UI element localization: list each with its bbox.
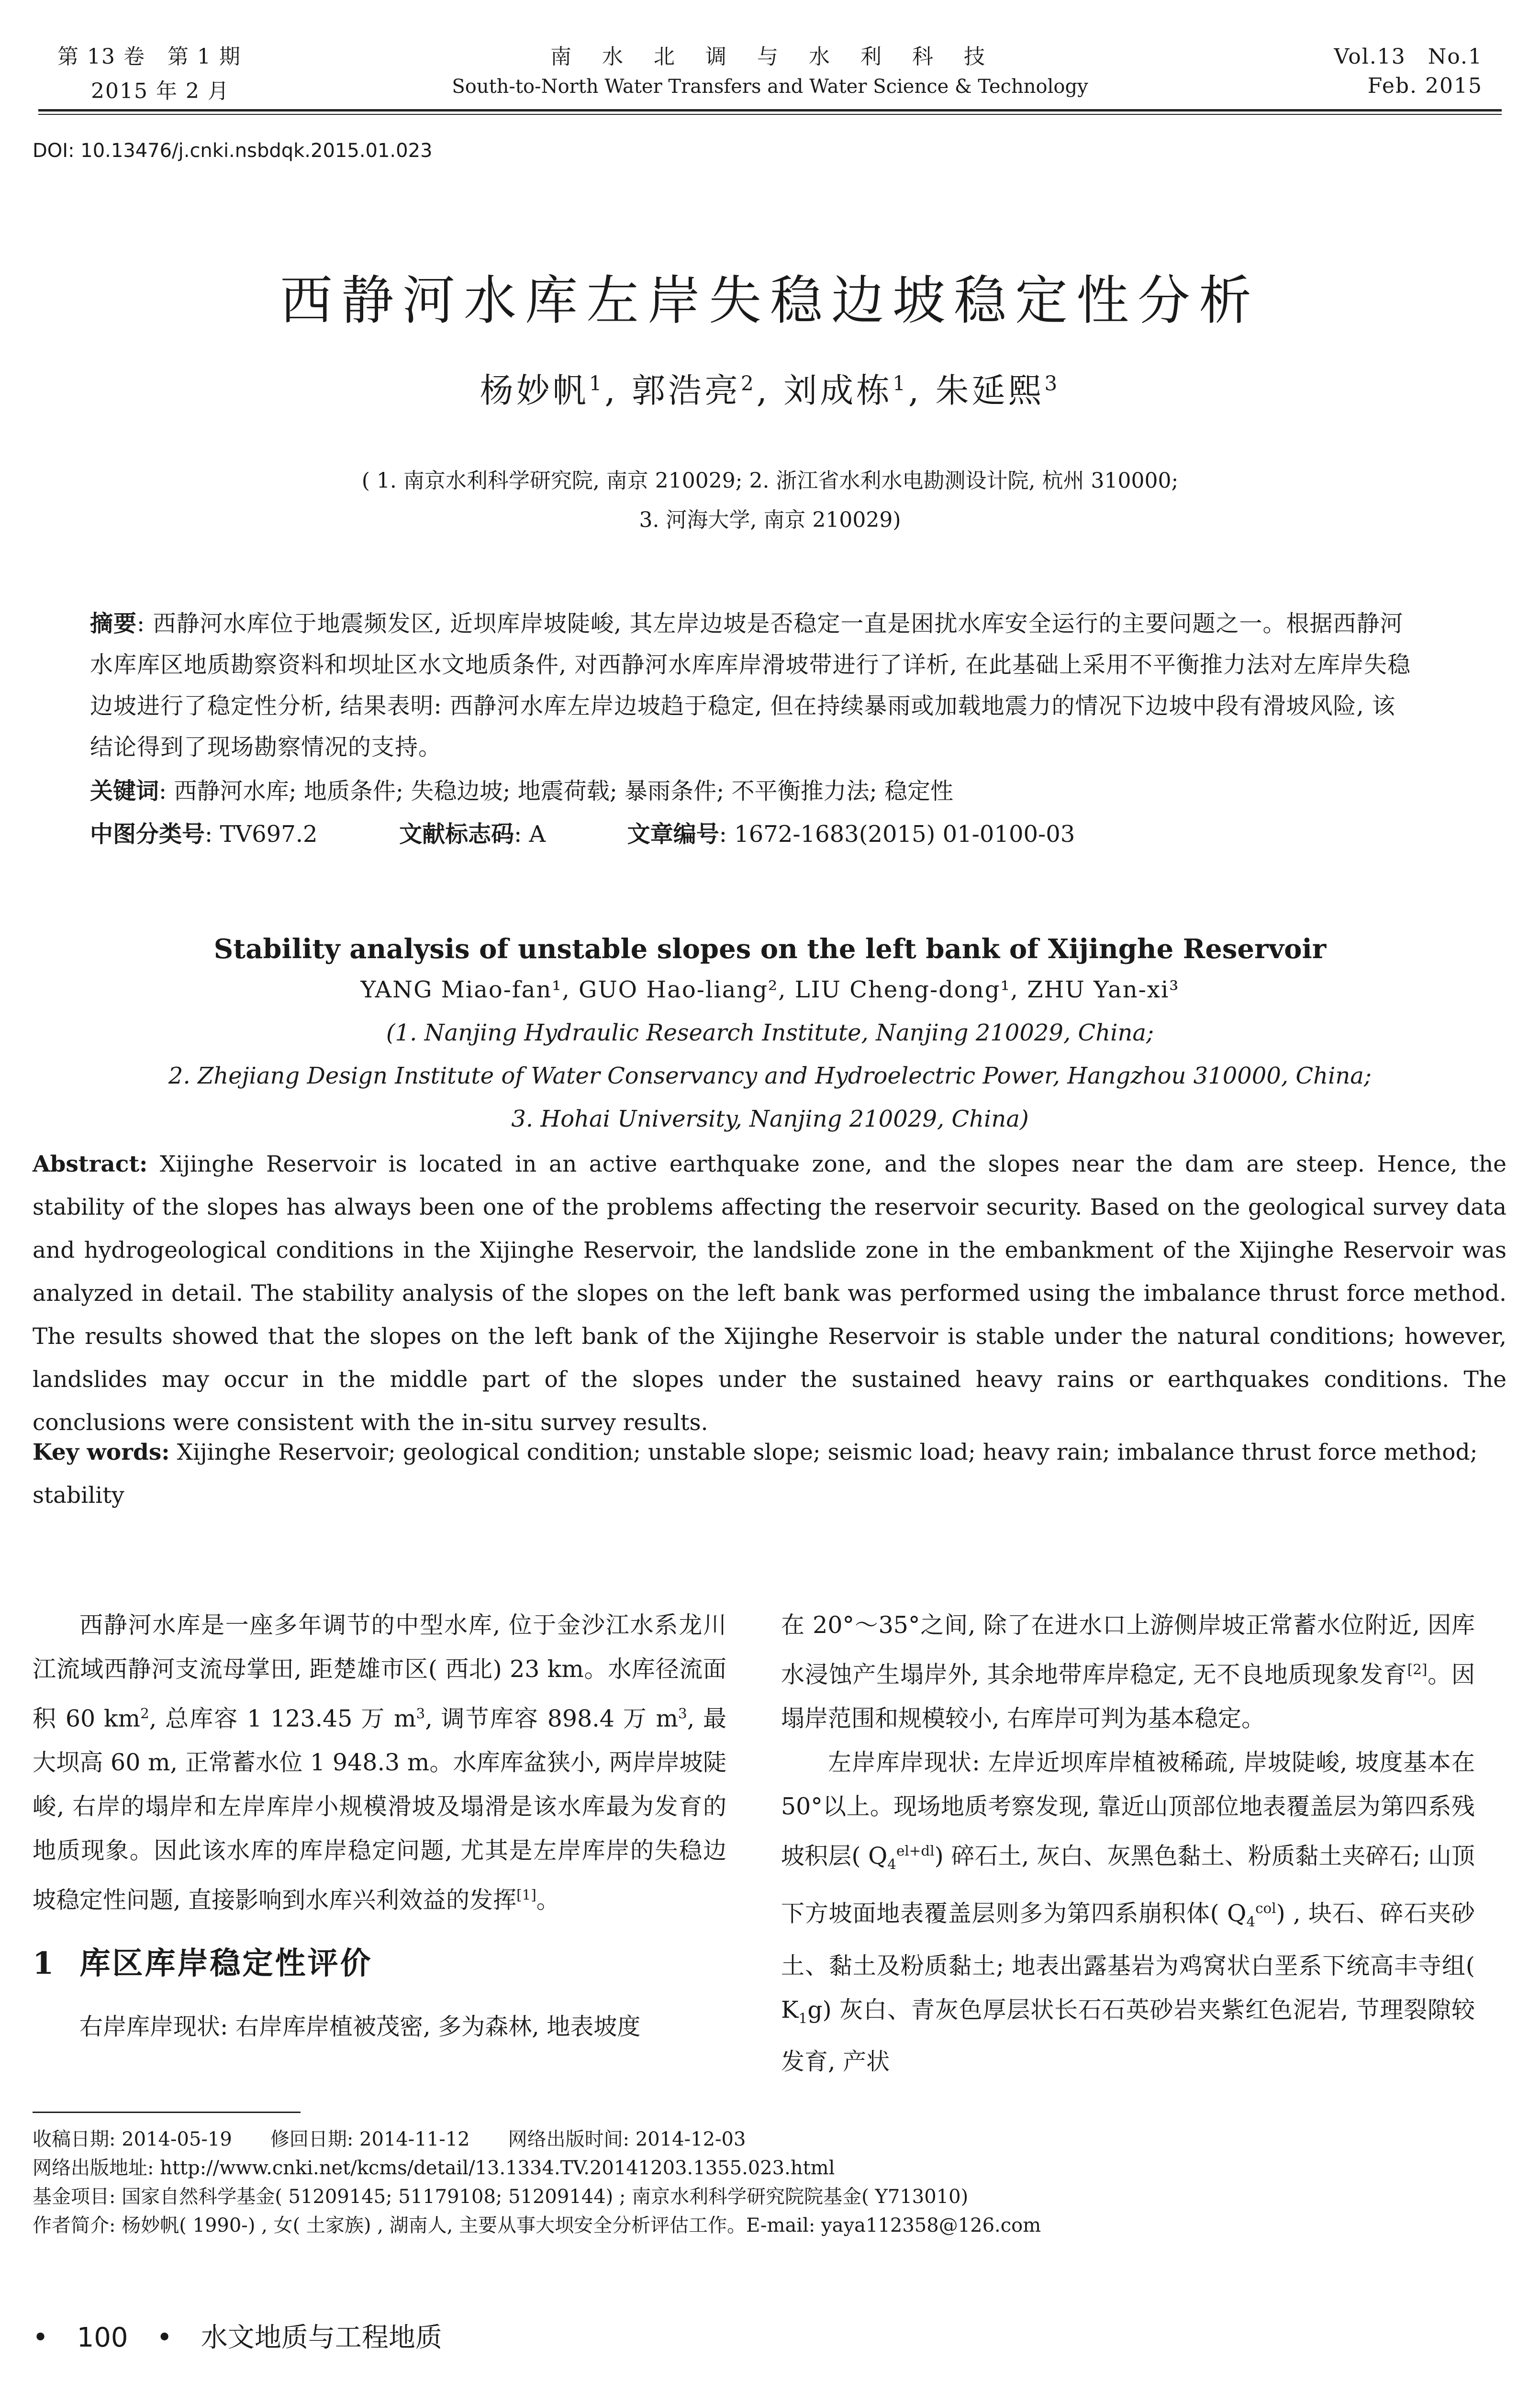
zh-affiliation-line1: ( 1. 南京水利科学研究院, 南京 210029; 2. 浙江省水利水电勘测设计院, 杭州 310000; xyxy=(361,469,1179,493)
subscript: 4 xyxy=(887,1856,896,1873)
footnote-received: 收稿日期: 2014-05-19 修回日期: 2014-11-12 网络出版时间: 2014-12-03 xyxy=(33,2128,746,2150)
header-volume-issue: 第 13 卷 第 1 期 xyxy=(57,45,241,69)
right-bank-text: 在 20°～35°之间, 除了在进水口上游侧岸坡正常蓄水位附近, 因库水浸蚀产生塌岸外, 其余地带库岸稳定, 无不良地质现象发育 xyxy=(781,1611,1475,1689)
right-bank-continued xyxy=(781,1603,1475,1741)
zh-article-no-label: 文章编号 xyxy=(627,821,719,848)
zh-abstract: 摘要: 西静河水库位于地震频发区, 近坝库岸坡陡峻, 其左岸边坡是否稳定一直是困扰水库安全运行的主要问题之一。根据西静河水库库区地质勘察资料和坝址区水文地质条件, 对西静河水库库岸滑坡带进行了详析, 在此基础上采用不平衡推力法对左库岸失稳边坡进行了稳定性分析, 结果表明: 西静河水库左岸边坡趋于稳定, 但在持续暴雨或加载地震力的情况下边坡中段有滑坡风险, 该结论得到了现场勘察情况的支持。 xyxy=(90,610,1411,760)
zh-author-mark: 1 xyxy=(589,371,605,395)
superscript: el+dl xyxy=(896,1843,935,1859)
left-bank-text: g) 灰白、青灰色厚层状长石石英砂岩夹紫红色泥岩, 节理裂隙较发育, 产状 xyxy=(781,1996,1475,2076)
zh-doc-code-value: A xyxy=(529,821,546,848)
section-number: 1 xyxy=(33,1945,56,1981)
left-bank-text: ) 碎石土, 灰白、灰黑色黏土、粉质黏土夹碎石; 山顶下方坡面地表覆盖层则多为第四系崩积体( Q xyxy=(781,1842,1475,1927)
intro-text: 西静河水库是一座多年调节的中型水库, 位于金沙江水系龙川江流域西静河支流母掌田, 距楚雄市区( 西北) 23 km。水库径流面积 60 km xyxy=(33,1611,726,1733)
zh-authors: 杨妙帆$^1$, 郭浩亮$^2$, 刘成栋$^1$, 朱延熙$^3$ xyxy=(480,371,1060,410)
subscript: 4 xyxy=(1246,1913,1256,1930)
en-affiliation-line2: 2. Zhejiang Design Institute of Water Conservancy and Hydroelectric Power, Hangzhou 310000, China; xyxy=(168,1062,1372,1089)
intro-text: , 总库容 1 123.45 万 m xyxy=(149,1705,416,1733)
body-column-right xyxy=(781,1603,1475,2084)
subscript: 1 xyxy=(798,2010,808,2026)
zh-author-mark: 2 xyxy=(741,371,757,395)
zh-clc-value: TV697.2 xyxy=(220,821,318,848)
footer-section-name: 水文地质与工程地质 xyxy=(201,2322,442,2353)
zh-author-mark: 3 xyxy=(1044,371,1060,395)
left-bank-text: ) , 块石、碎石夹砂土、黏土及粉质黏土; 地表出露基岩为鸡窝状白垩系下统高丰寺组( K xyxy=(781,1900,1475,2024)
en-title: Stability analysis of unstable slopes on the left bank of Xijinghe Reservoir xyxy=(213,933,1327,965)
en-keywords-text: Xijinghe Reservoir; geological condition; unstable slope; seismic load; heavy rain; imbalance thrust force method; stability xyxy=(33,1439,1478,1509)
footer-bullet: • xyxy=(33,2322,49,2353)
header-vol-no: Vol.13 No.1 xyxy=(1334,45,1483,69)
doi: DOI: 10.13476/j.cnki.nsbdqk.2015.01.023 xyxy=(33,140,433,162)
zh-author-name: 郭浩亮 xyxy=(632,371,741,410)
section-title: 库区库岸稳定性评价 xyxy=(79,1945,373,1981)
zh-doc-code-label: 文献标志码 xyxy=(399,821,514,848)
zh-title: 西静河水库左岸失稳边坡稳定性分析 xyxy=(280,270,1260,331)
en-affiliation-line1: (1. Nanjing Hydraulic Research Institute, Nanjing 210029, China; xyxy=(386,1019,1154,1046)
en-abstract-label: Abstract: xyxy=(33,1151,148,1177)
zh-abstract-label: 摘要 xyxy=(90,610,137,637)
en-authors: YANG Miao-fan¹, GUO Hao-liang², LIU Cheng-dong¹, ZHU Yan-xi³ xyxy=(360,976,1180,1003)
header-date-en: Feb. 2015 xyxy=(1367,74,1483,98)
intro-text: 。 xyxy=(536,1886,560,1914)
header-rule-thin xyxy=(38,114,1502,115)
left-bank-paragraph xyxy=(781,1741,1475,2084)
en-abstract-text: Xijinghe Reservoir is located in an active earthquake zone, and the slopes near the dam are steep. Hence, the stability of the slopes has always been one of the problems affecting the reservoir security. Based on the geological survey data and hydrogeological conditions in the Xijinghe Reservoir, the landslide zone in the embankment of the Xijinghe Reservoir was analyzed in detail. The stability analysis of the slopes on the left bank was performed using the imbalance thrust force method. The results showed that the slopes on the left bank of the Xijinghe Reservoir is stable under the natural conditions; however, landslides may occur in the middle part of the slopes under the sustained heavy rains or earthquakes conditions. The conclusions were consistent with the in-situ survey results. xyxy=(33,1151,1507,1436)
superscript: col xyxy=(1255,1900,1276,1917)
en-keywords xyxy=(33,1431,1507,1517)
intro-text: , 调节库容 898.4 万 m xyxy=(425,1705,679,1733)
header-rule-thick xyxy=(38,109,1502,112)
footnote-author-bio: 作者简介: 杨妙帆( 1990-) , 女( 土家族) , 湖南人, 主要从事大坝安全分析评估工作。E-mail: yaya112358@126.com xyxy=(33,2214,1041,2236)
en-affiliation-line3: 3. Hohai University, Nanjing 210029, China) xyxy=(511,1106,1029,1132)
zh-clc-label: 中图分类号 xyxy=(90,821,205,848)
citation-ref: [2] xyxy=(1407,1661,1428,1677)
right-bank-paragraph: 右岸库岸现状: 右岸库岸植被茂密, 多为森林, 地表坡度 xyxy=(79,2013,641,2040)
zh-abstract-text: 西静河水库位于地震频发区, 近坝库岸坡陡峻, 其左岸边坡是否稳定一直是困扰水库安全运行的主要问题之一。根据西静河水库库区地质勘察资料和坝址区水文地质条件, 对西静河水库库岸滑坡带进行了详析, 在此基础上采用不平衡推力法对左库岸失稳边坡进行了稳定性分析, 结果表明: 西静河水库左岸边坡趋于稳定, 但在持续暴雨或加载地震力的情况下边坡中段有滑坡风险, 该结论得到了现场勘察情况的支持。 xyxy=(90,610,1411,760)
right-bank-text: 。因塌岸范围和规模较小, 右库岸可判为基本稳定。 xyxy=(781,1661,1475,1733)
zh-keywords: 关键词: 西静河水库; 地质条件; 失稳边坡; 地震荷载; 暴雨条件; 不平衡推力法; 稳定性 xyxy=(90,778,954,805)
intro-paragraph: 西静河水库是一座多年调节的中型水库, 位于金沙江水系龙川江流域西静河支流母掌田, 距楚雄市区( 西北) 23 km。水库径流面积 60 $km^2$, 总库容 1 123.45 万 $m^3$, 调节库容 898.4 万 $m^3$, 最大坝高 60 m, 正常蓄水位 1 948.3 m。水库库盆狭小, 两岸岸坡陡峻, 右岸的塌岸和左岸库岸小规模滑坡及塌滑是该水库最为发育的地质现象。因此该水库的库岸稳定问题, 尤其是左岸库岸的失稳边坡稳定性问题, 直接影响到水库兴利效益的发挥[1]。 xyxy=(33,1611,727,1914)
zh-author-name: 杨妙帆 xyxy=(480,371,589,410)
footer-bullet: • xyxy=(156,2322,173,2353)
page-footer xyxy=(33,2316,442,2355)
header-date-zh: 2015 年 2 月 xyxy=(91,79,230,103)
footnotes xyxy=(33,2125,1507,2240)
zh-classification-line: 中图分类号: TV697.2 文献标志码: A 文章编号: 1672-1683(2015) 01-0100-03 xyxy=(90,821,1075,848)
footnote-online-url: 网络出版地址: http://www.cnki.net/kcms/detail/13.1334.TV.20141203.1355.023.html xyxy=(33,2157,835,2179)
zh-author-name: 刘成栋 xyxy=(783,371,893,410)
zh-author-mark: 1 xyxy=(893,371,908,395)
footnote-funding: 基金项目: 国家自然科学基金( 51209145; 51179108; 51209144) ; 南京水利科学研究院院基金( Y713010) xyxy=(33,2186,969,2208)
page-number: 100 xyxy=(77,2322,128,2353)
header-journal-name-en: South-to-North Water Transfers and Water Science & Technology xyxy=(452,76,1088,98)
section-heading xyxy=(33,1942,726,1986)
footnote-rule xyxy=(33,2112,301,2113)
zh-author-name: 朱延熙 xyxy=(935,371,1045,410)
en-keywords-label: Key words: xyxy=(33,1439,170,1465)
intro-text: , 最大坝高 60 m, 正常蓄水位 1 948.3 m。水库库盆狭小, 两岸岸坡陡峻, 右岸的塌岸和左岸库岸小规模滑坡及塌滑是该水库最为发育的地质现象。因此该水库的库岸稳定问题, 尤其是左岸库岸的失稳边坡稳定性问题, 直接影响到水库兴利效益的发挥 xyxy=(33,1705,727,1914)
zh-keywords-label: 关键词 xyxy=(90,778,159,805)
en-abstract xyxy=(33,1143,1507,1444)
header-journal-name-zh: 南 水 北 调 与 水 利 科 技 xyxy=(550,45,990,69)
citation-ref: [1] xyxy=(516,1887,536,1903)
zh-affiliation-line2: 3. 河海大学, 南京 210029) xyxy=(639,508,901,532)
zh-keywords-text: 西静河水库; 地质条件; 失稳边坡; 地震荷载; 暴雨条件; 不平衡推力法; 稳定性 xyxy=(174,778,954,805)
body-column-left xyxy=(33,1603,726,2049)
left-bank-text: 左岸库岸现状: 左岸近坝库岸植被稀疏, 岸坡陡峻, 坡度基本在 50°以上。现场地质考察发现, 靠近山顶部位地表覆盖层为第四系残坡积层( Q xyxy=(781,1749,1475,1870)
zh-article-no-value: 1672-1683(2015) 01-0100-03 xyxy=(734,821,1075,848)
